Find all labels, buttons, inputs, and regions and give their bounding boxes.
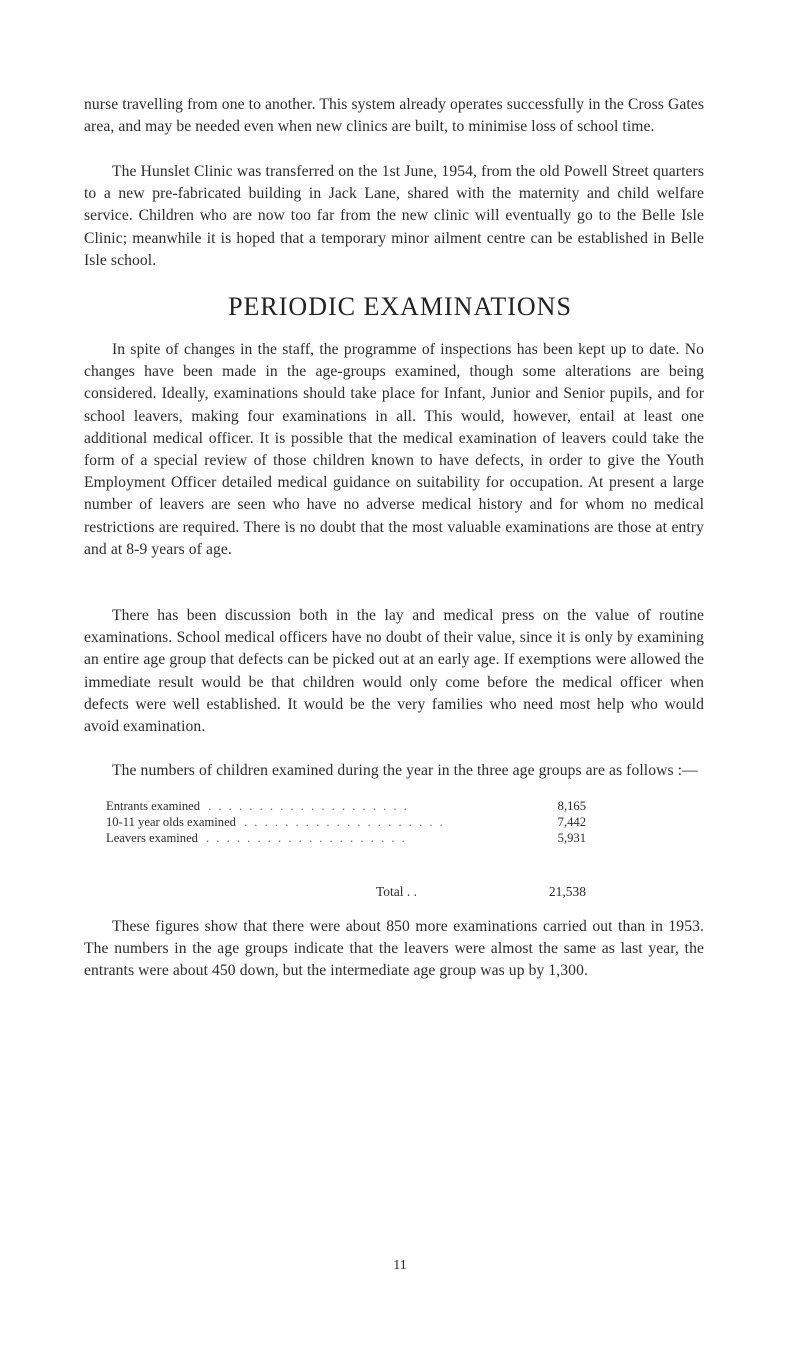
row-label: Entrants examined — [106, 799, 201, 813]
row-value: 8,165 — [557, 799, 586, 813]
table-row — [106, 830, 586, 846]
row-label: 10-11 year olds examined — [106, 815, 236, 830]
leader-dots: . . . . . . . . . . . . . . . . . . . . — [205, 831, 407, 846]
total-label: Total . . — [376, 884, 418, 899]
total-value: 21,538 — [548, 884, 586, 899]
leader-dots: . . . . . . . . . . . . . . . . . . . . — [208, 799, 409, 813]
paragraph-continuation: nurse travelling from one to another. This system already operates successfully in the Cross Gates area, and may be needed even when new clinics are built, to minimise loss of school time. — [84, 96, 704, 136]
row-label: Leavers examined — [106, 831, 198, 846]
paragraph-numbers-intro: The numbers of children examined during the year in the three age groups are as follows :— — [112, 762, 698, 779]
table-row — [106, 814, 586, 830]
row-value: 7,442 — [557, 815, 586, 830]
leader-dots: . . . . . . . . . . . . . . . . . . . . — [243, 815, 445, 830]
table-row — [106, 798, 586, 814]
paragraph-figures: These figures show that there were about 850 more examinations carried out than in 1953. The numbers in the age groups indicate that the leavers were almost the same as last year, the entrants were about 450 down, but the intermediate age group was up by 1,300. — [84, 918, 704, 980]
table-total — [376, 884, 586, 900]
examinations-table — [106, 798, 586, 847]
section-heading: PERIODIC EXAMINATIONS — [228, 292, 572, 321]
paragraph-discussion: There has been discussion both in the lay and medical press on the value of routine examinations. School medical officers have no doubt of their value, since it is only by examining an entire age group that defects can be picked out at an early age. If exemptions were allowed the immediate result would be that children would only come before the medical officer when defects were well established. It would be the very families who need most help who would avoid examination. — [84, 607, 704, 736]
paragraph-hunslet-clinic: The Hunslet Clinic was transferred on the 1st June, 1954, from the old Powell Street quarters to a new pre-fabricated building in Jack Lane, shared with the maternity and child welfare service. Children who are now too far from the new clinic will eventually go to the Belle Isle Clinic; meanwhile it is hoped that a temporary minor ailment centre can be established in Belle Isle school. — [84, 163, 704, 269]
row-value: 5,931 — [557, 831, 586, 846]
page-number: 11 — [393, 1258, 407, 1273]
paragraph-programme: In spite of changes in the staff, the programme of inspections has been kept up to date. No changes have been made in the age-groups examined, though some alterations are being considered. Ideally, examinations should take place for Infant, Junior and Senior pupils, and for school leavers, making four examinations in all. This would, however, entail at least one additional medical officer. It is possible that the medical examination of leavers could take the form of a special review of those children known to have defects, in order to give the Youth Employment Officer detailed medical guidance on suitability for occupation. At present a large number of leavers are seen who have no adverse medical history and for whom no medical restrictions are required. There is no doubt that the most valuable examinations are those at entry and at 8-9 years of age. — [84, 341, 704, 558]
